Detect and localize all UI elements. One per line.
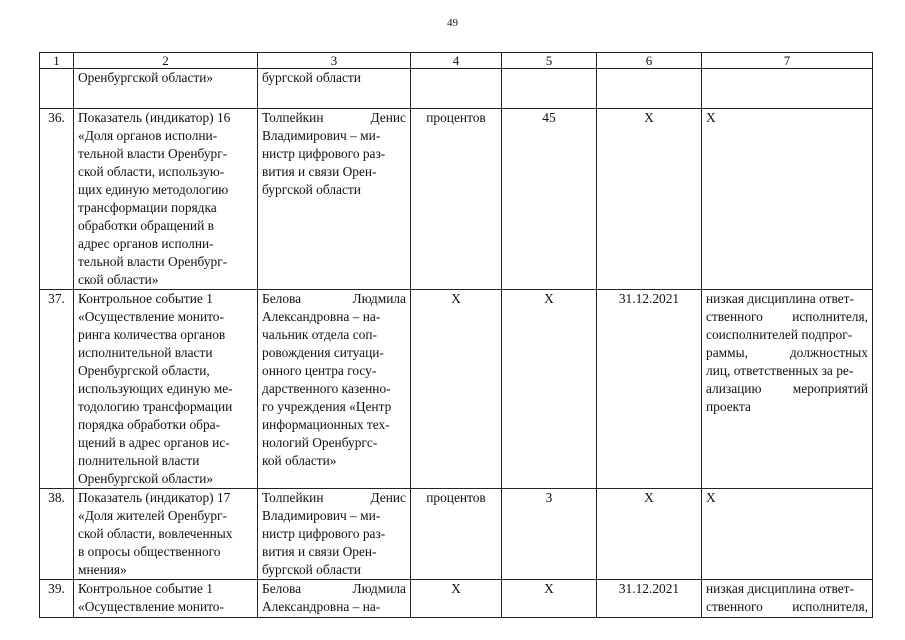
header-cell-5: 5 xyxy=(502,53,597,69)
cell-line: Показатель (индикатор) 16 xyxy=(78,110,231,125)
cell-line: использующих единую ме- xyxy=(78,381,233,396)
cell-line: адрес органов исполни- xyxy=(78,236,214,251)
responsible-person-cell xyxy=(258,489,411,580)
cell-line: раммы, должностных xyxy=(706,345,868,360)
cell-line: мнения» xyxy=(78,562,127,577)
header-cell-1: 1 xyxy=(40,53,74,69)
item-name-cell xyxy=(74,109,258,290)
value-cell: Х xyxy=(502,290,597,489)
responsible-person-cell xyxy=(258,109,411,290)
table-row xyxy=(40,489,873,580)
cell-line: Х xyxy=(706,110,716,125)
cell-line: дарственного казенно- xyxy=(262,381,391,396)
row-number-cell xyxy=(40,69,74,109)
cell-line: Толпейкин Денис xyxy=(262,110,406,125)
risk-cell xyxy=(702,69,873,109)
unit-cell xyxy=(411,69,502,109)
cell-line: соисполнителей подпрог- xyxy=(706,327,853,342)
cell-line: в опросы общественного xyxy=(78,544,221,559)
responsible-person-cell xyxy=(258,69,411,109)
header-cell-7: 7 xyxy=(702,53,873,69)
item-name-cell xyxy=(74,69,258,109)
cell-line: тодологию трансформации xyxy=(78,399,233,414)
cell-line: Оренбургской области» xyxy=(78,471,214,486)
responsible-person-cell xyxy=(258,580,411,618)
row-number-cell: 36. xyxy=(40,109,74,290)
item-name-cell xyxy=(74,580,258,618)
risk-cell xyxy=(702,580,873,618)
cell-line: вития и связи Орен- xyxy=(262,544,377,559)
cell-line: «Осуществление монито- xyxy=(78,309,224,324)
cell-line: обработки обращений в xyxy=(78,218,214,233)
cell-line: порядка обработки обра- xyxy=(78,417,221,432)
cell-line: ственного исполнителя, xyxy=(706,599,868,614)
cell-line: ской области, использую- xyxy=(78,164,225,179)
cell-line: онного центра госу- xyxy=(262,363,377,378)
cell-line: полнительной власти xyxy=(78,453,200,468)
unit-cell: Х xyxy=(411,580,502,618)
row-number-cell: 38. xyxy=(40,489,74,580)
cell-line: чальник отдела соп- xyxy=(262,327,377,342)
cell-line: нистр цифрового раз- xyxy=(262,526,386,541)
cell-line: Белова Людмила xyxy=(262,581,406,596)
cell-line: лиц, ответственных за ре- xyxy=(706,363,854,378)
cell-line: бургской области xyxy=(262,70,361,85)
cell-line: Х xyxy=(706,490,716,505)
header-cell-6: 6 xyxy=(597,53,702,69)
cell-line: информационных тех- xyxy=(262,417,390,432)
cell-line: Показатель (индикатор) 17 xyxy=(78,490,231,505)
unit-cell: процентов xyxy=(411,489,502,580)
risk-cell xyxy=(702,290,873,489)
cell-line: щих единую методологию xyxy=(78,182,229,197)
cell-line: тельной власти Оренбург- xyxy=(78,146,228,161)
cell-line: щений в адрес органов ис- xyxy=(78,435,230,450)
value-cell: 3 xyxy=(502,489,597,580)
cell-line: «Доля жителей Оренбург- xyxy=(78,508,228,523)
cell-line: бургской области xyxy=(262,562,361,577)
row-number-cell: 37. xyxy=(40,290,74,489)
cell-line: Владимирович – ми- xyxy=(262,508,381,523)
cell-line: Толпейкин Денис xyxy=(262,490,406,505)
cell-line: ской области, вовлеченных xyxy=(78,526,233,541)
table-row xyxy=(40,290,873,489)
cell-line: ринга количества органов xyxy=(78,327,226,342)
date-cell: Х xyxy=(597,489,702,580)
cell-line: ализацию мероприятий xyxy=(706,381,868,396)
cell-line: нологий Оренбургс- xyxy=(262,435,378,450)
date-cell: 31.12.2021 xyxy=(597,580,702,618)
cell-line: бургской области xyxy=(262,182,361,197)
item-name-cell xyxy=(74,489,258,580)
header-cell-4: 4 xyxy=(411,53,502,69)
unit-cell: процентов xyxy=(411,109,502,290)
cell-line: проекта xyxy=(706,399,751,414)
cell-line: Контрольное событие 1 xyxy=(78,291,213,306)
cell-line: вития и связи Орен- xyxy=(262,164,377,179)
unit-cell: Х xyxy=(411,290,502,489)
cell-line: Владимирович – ми- xyxy=(262,128,381,143)
cell-line: Александровна – на- xyxy=(262,599,381,614)
responsible-person-cell xyxy=(258,290,411,489)
cell-line: го учреждения «Центр xyxy=(262,399,392,414)
cell-line: ровождения ситуаци- xyxy=(262,345,384,360)
risk-cell xyxy=(702,109,873,290)
table-row xyxy=(40,69,873,109)
cell-line: Оренбургской области, xyxy=(78,363,210,378)
cell-line: ской области» xyxy=(78,272,159,287)
date-cell xyxy=(597,69,702,109)
item-name-cell xyxy=(74,290,258,489)
cell-line: кой области» xyxy=(262,453,337,468)
table-row xyxy=(40,580,873,618)
cell-line: исполнительной власти xyxy=(78,345,213,360)
row-number-cell: 39. xyxy=(40,580,74,618)
header-cell-3: 3 xyxy=(258,53,411,69)
cell-line: Белова Людмила xyxy=(262,291,406,306)
table-header-row xyxy=(40,53,873,69)
cell-line: низкая дисциплина ответ- xyxy=(706,581,854,596)
value-cell: Х xyxy=(502,580,597,618)
cell-line: Александровна – на- xyxy=(262,309,381,324)
cell-line: «Доля органов исполни- xyxy=(78,128,218,143)
cell-line: низкая дисциплина ответ- xyxy=(706,291,854,306)
cell-line: тельной власти Оренбург- xyxy=(78,254,228,269)
cell-line: Контрольное событие 1 xyxy=(78,581,213,596)
risk-cell xyxy=(702,489,873,580)
value-cell xyxy=(502,69,597,109)
value-cell: 45 xyxy=(502,109,597,290)
date-cell: 31.12.2021 xyxy=(597,290,702,489)
page-number: 49 xyxy=(447,17,458,29)
document-table xyxy=(39,52,873,618)
table-row xyxy=(40,109,873,290)
cell-line: ственного исполнителя, xyxy=(706,309,868,324)
cell-line: нистр цифрового раз- xyxy=(262,146,386,161)
header-cell-2: 2 xyxy=(74,53,258,69)
date-cell: Х xyxy=(597,109,702,290)
cell-line: «Осуществление монито- xyxy=(78,599,224,614)
cell-line: трансформации порядка xyxy=(78,200,217,215)
cell-line: Оренбургской области» xyxy=(78,70,214,85)
